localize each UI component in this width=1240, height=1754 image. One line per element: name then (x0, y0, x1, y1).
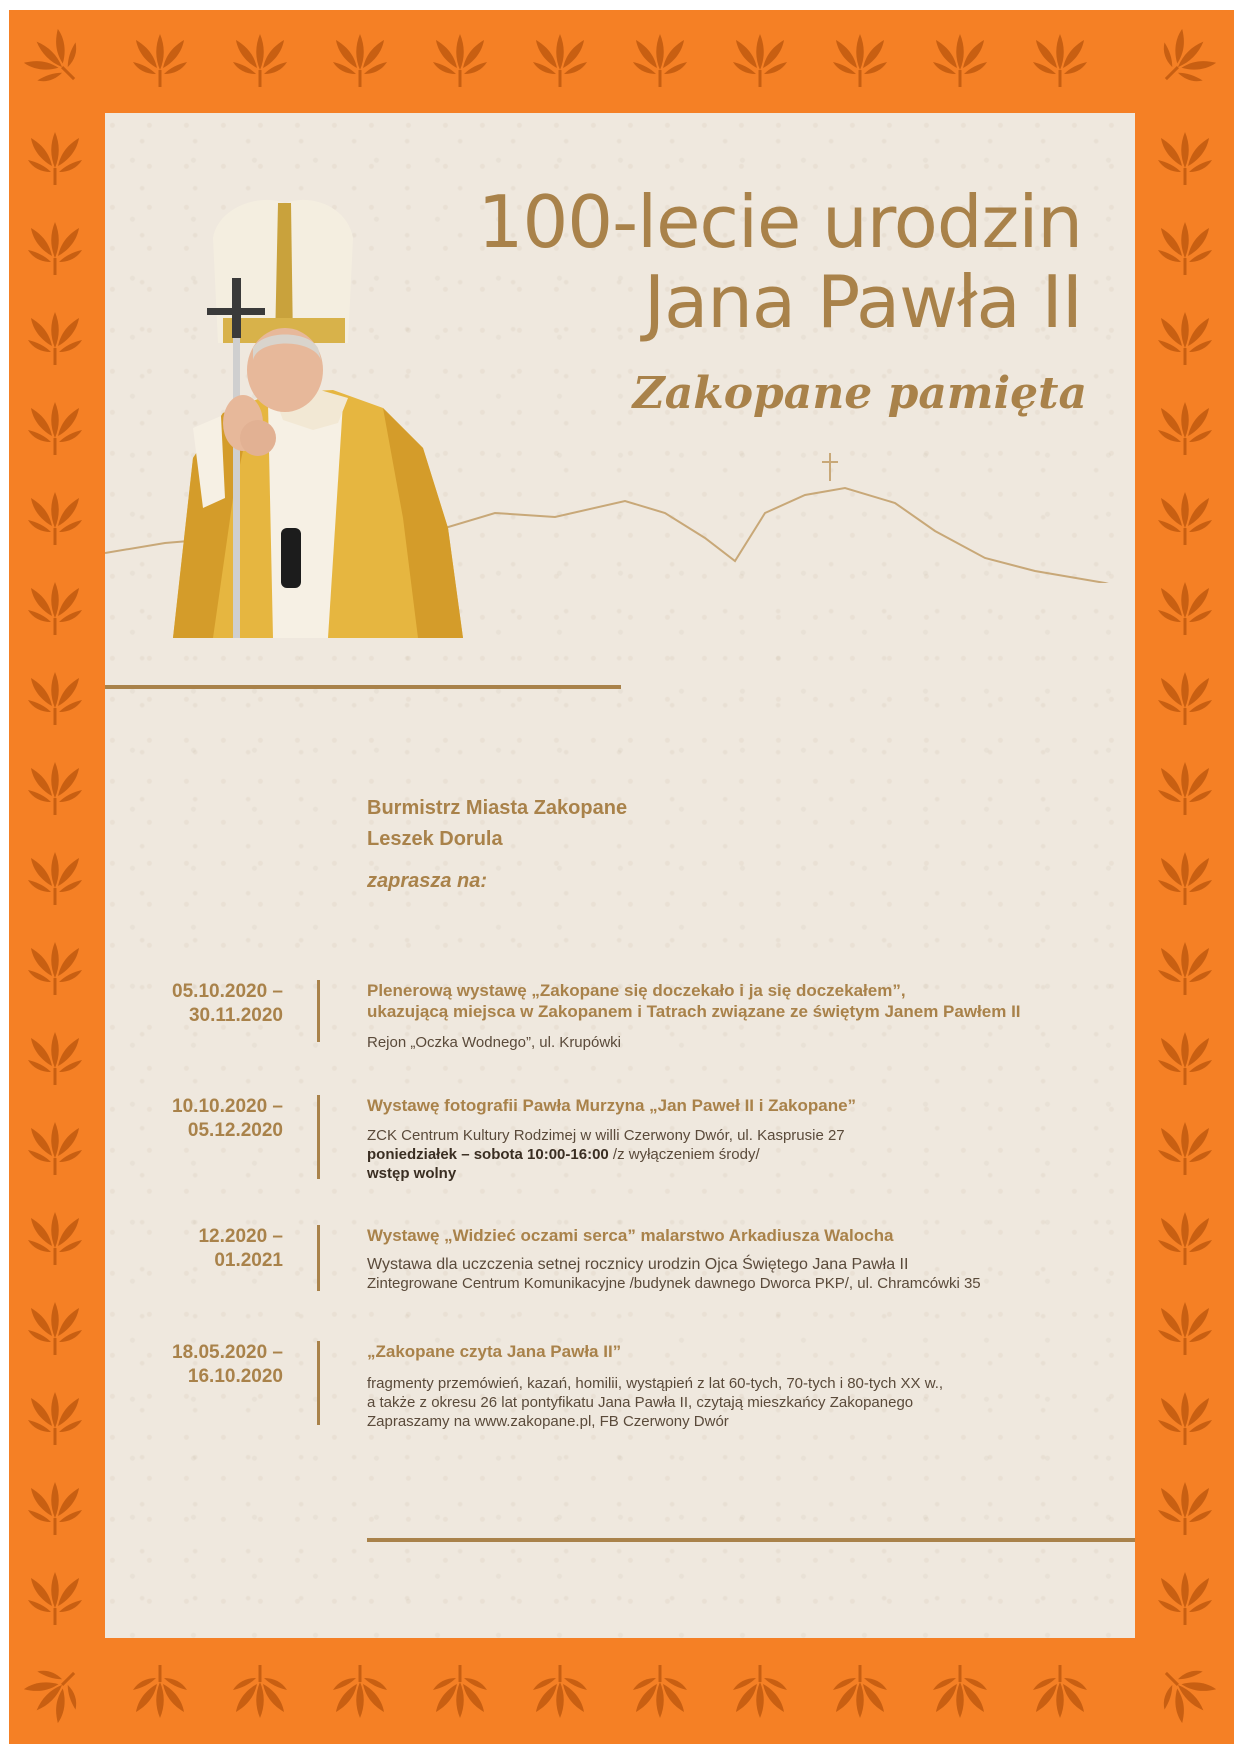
leaf-ornament-icon (24, 127, 86, 189)
leaf-ornament-icon (24, 1297, 86, 1359)
leaf-ornament-icon (24, 937, 86, 999)
leaf-ornament-icon (24, 847, 86, 909)
leaf-ornament-icon (24, 397, 86, 459)
host-block (367, 793, 627, 855)
leaf-ornament-icon (1154, 127, 1216, 189)
leaf-ornament-icon (629, 29, 691, 91)
leaf-ornament-icon (1154, 397, 1216, 459)
title-line-2: Jana Pawła II (643, 260, 1082, 344)
leaf-ornament-icon (829, 1661, 891, 1723)
timeline-bar (317, 1095, 320, 1179)
poster-title (478, 182, 1082, 342)
leaf-ornament-icon (24, 577, 86, 639)
leaf-ornament-icon (1154, 29, 1216, 91)
divider-under-photo (105, 685, 621, 689)
leaf-ornament-icon (24, 1661, 86, 1723)
leaf-ornament-icon (1029, 1661, 1091, 1723)
leaf-ornament-icon (24, 1027, 86, 1089)
event-title: Wystawę fotografii Pawła Murzyna „Jan Paweł II i Zakopane” (367, 1096, 857, 1115)
event-date (172, 1341, 283, 1389)
leaf-ornament-icon (229, 29, 291, 91)
leaf-ornament-icon (1154, 1207, 1216, 1269)
leaf-ornament-icon (24, 1117, 86, 1179)
invite-label: zaprasza na: (367, 870, 488, 892)
leaf-ornament-icon (1154, 1027, 1216, 1089)
leaf-ornament-icon (1154, 1117, 1216, 1179)
leaf-ornament-icon (24, 217, 86, 279)
leaf-ornament-icon (129, 29, 191, 91)
leaf-ornament-icon (1154, 937, 1216, 999)
date-to: 16.10.2020 (187, 1366, 283, 1387)
date-from: 18.05.2020 – (172, 1342, 283, 1363)
leaf-ornament-icon (1154, 487, 1216, 549)
leaf-ornament-icon (329, 1661, 391, 1723)
leaf-ornament-icon (729, 29, 791, 91)
leaf-ornament-icon (1154, 217, 1216, 279)
leaf-ornament-icon (629, 1661, 691, 1723)
paper-panel (105, 113, 1135, 1638)
timeline-bar (317, 980, 320, 1042)
leaf-ornament-icon (529, 1661, 591, 1723)
leaf-ornament-icon (24, 1387, 86, 1449)
title-line-1: 100-lecie urodzin (477, 180, 1082, 264)
leaf-ornament-icon (329, 29, 391, 91)
leaf-ornament-icon (529, 29, 591, 91)
leaf-ornament-icon (929, 29, 991, 91)
leaf-ornament-icon (24, 1207, 86, 1269)
leaf-ornament-icon (1154, 757, 1216, 819)
bottom-divider (367, 1538, 1135, 1542)
leaf-ornament-icon (429, 29, 491, 91)
date-to: 30.11.2020 (188, 1005, 283, 1026)
leaf-ornament-icon (1154, 577, 1216, 639)
event-details: ZCK Centrum Kultury Rodzimej w willi Czerwony Dwór, ul. Kasprusie 27 poniedziałek – sobota 10:00-16:00 /z wyłączeniem środy/ wstęp wolny (367, 1127, 845, 1182)
leaf-ornament-icon (1154, 1297, 1216, 1359)
leaf-ornament-icon (24, 29, 86, 91)
timeline-bar (317, 1225, 320, 1291)
leaf-ornament-icon (1029, 29, 1091, 91)
leaf-ornament-icon (24, 757, 86, 819)
leaf-ornament-icon (229, 1661, 291, 1723)
date-from: 10.10.2020 – (172, 1096, 283, 1117)
poster-subtitle: Zakopane pamięta (632, 368, 1087, 419)
event-date (172, 1095, 283, 1143)
event-details: fragmenty przemówień, kazań, homilii, wystąpień z lat 60-tych, 70-tych i 80-tych XX w., a także z okresu 26 lat pontyfikatu Jana Pawła II, czytają mieszkańcy Zakopanego Zapraszamy na www.zakopane.pl, FB Czerwony Dwór (367, 1375, 944, 1430)
date-from: 05.10.2020 – (172, 981, 283, 1002)
leaf-ornament-icon (1154, 1387, 1216, 1449)
leaf-ornament-icon (129, 1661, 191, 1723)
timeline-bar (317, 1341, 320, 1425)
leaf-ornament-icon (24, 667, 86, 729)
leaf-ornament-icon (24, 1567, 86, 1629)
event-title: Wystawę „Widzieć oczami serca” malarstwo Arkadiusza Walocha (367, 1226, 894, 1245)
event-date (172, 980, 283, 1028)
host-name: Leszek Dorula (367, 828, 503, 850)
leaf-ornament-icon (1154, 847, 1216, 909)
opening-hours: poniedziałek – sobota 10:00-16:00 /z wyłączeniem środy/ (367, 1146, 760, 1163)
event-title: „Zakopane czyta Jana Pawła II” (367, 1342, 622, 1361)
event-date (198, 1225, 283, 1273)
date-to: 05.12.2020 (187, 1120, 283, 1141)
leaf-ornament-icon (1154, 1477, 1216, 1539)
leaf-ornament-icon (1154, 307, 1216, 369)
date-from: 12.2020 – (198, 1226, 283, 1247)
event-title: Plenerową wystawę „Zakopane się doczekało i ja się doczekałem”, ukazującą miejsca w Zakopanem i Tatrach związane ze świętym Janem Pawłem II (367, 981, 1021, 1021)
leaf-ornament-icon (429, 1661, 491, 1723)
date-to: 01.2021 (214, 1250, 283, 1271)
leaf-ornament-icon (829, 29, 891, 91)
pope-photo (163, 198, 483, 638)
leaf-ornament-icon (24, 307, 86, 369)
leaf-ornament-icon (24, 1477, 86, 1539)
leaf-ornament-icon (729, 1661, 791, 1723)
event-details: Wystawa dla uczczenia setnej rocznicy urodzin Ojca Świętego Jana Pawła II Zintegrowane Centrum Komunikacyjne /budynek dawnego Dworca PKP/, ul. Chramcówki 35 (367, 1256, 981, 1292)
leaf-ornament-icon (24, 487, 86, 549)
event-location: Rejon „Oczka Wodnego”, ul. Krupówki (367, 1034, 622, 1051)
leaf-ornament-icon (1154, 1661, 1216, 1723)
host-title: Burmistrz Miasta Zakopane (367, 797, 628, 819)
leaf-ornament-icon (1154, 1567, 1216, 1629)
leaf-ornament-icon (1154, 667, 1216, 729)
leaf-ornament-icon (929, 1661, 991, 1723)
